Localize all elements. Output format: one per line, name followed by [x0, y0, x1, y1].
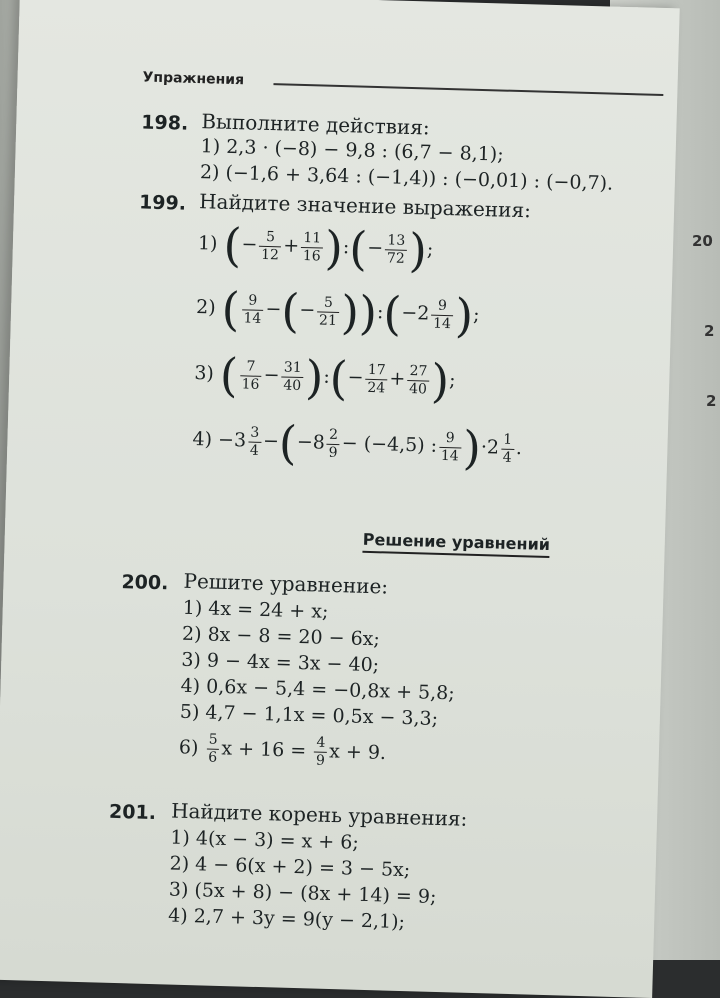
fraction: $\frac{4}{9}$: [315, 734, 326, 769]
exercise-item: 3) 9 − 4x = 3x − 40;: [181, 648, 380, 677]
fraction: $\frac{5}{21}$: [317, 294, 340, 330]
expression-item-3: 3) ( $\frac{7}{16}$ − $\frac{31}{40}$ ):(− $\frac{17}{24}$ + $\frac{27}{40}$ );: [194, 347, 456, 409]
exercise-item: 3) (5x + 8) − (8x + 14) = 9;: [168, 878, 437, 908]
exercise-item-6: 6) $\frac{5}{6}$ x + 16 = $\frac{4}{9}$ x + 9.: [178, 731, 387, 769]
exercise-item: 2) 4 − 6(x + 2) = 3 − 5x;: [169, 852, 411, 882]
fraction: $\frac{9}{14}$: [431, 297, 454, 333]
page-header: Упражнения: [142, 69, 245, 89]
exercise-item: 4) 0,6x − 5,4 = −0,8x + 5,8;: [180, 674, 455, 705]
header-rule: [273, 83, 663, 95]
fraction: $\frac{9}{14}$: [439, 429, 462, 465]
strip-number-c: 2: [706, 392, 717, 410]
exercise-number: 198.: [141, 111, 189, 135]
fraction: $\frac{5}{6}$: [207, 731, 218, 766]
exercise-title: Найдите значение выражения:: [198, 189, 532, 223]
exercise-number: 200.: [121, 571, 169, 595]
fraction: $\frac{1}{4}$: [502, 431, 513, 466]
fraction: $\frac{9}{14}$: [241, 292, 264, 328]
fraction: $\frac{17}{24}$: [367, 361, 386, 396]
expression-item-1: 1) (− $\frac{5}{12}$ + $\frac{11}{16}$ ):(− $\frac{13}{72}$ );: [197, 217, 434, 278]
fraction: $\frac{5}{12}$: [259, 228, 282, 264]
fraction: $\frac{27}{40}$: [408, 362, 428, 398]
exercise-title: Решите уравнение:: [183, 568, 389, 599]
exercise-title: Найдите корень уравнения:: [170, 798, 468, 831]
exercise-item: 1) 4x = 24 + x;: [182, 596, 329, 623]
exercise-item: 4) 2,7 + 3y = 9(y − 2,1);: [167, 904, 406, 934]
exercise-item: 5) 4,7 − 1,1x = 0,5x − 3,3;: [179, 700, 439, 730]
expression-item-2: 2) ( $\frac{9}{14}$ −(− $\frac{5}{21}$ )):(−2 $\frac{9}{14}$ );: [195, 281, 480, 343]
fraction: $\frac{7}{16}$: [239, 358, 262, 394]
fraction: $\frac{31}{40}$: [283, 359, 302, 394]
fraction: $\frac{2}{9}$: [328, 426, 339, 461]
section-title: Решение уравнений: [362, 530, 550, 558]
exercise-number: 199.: [138, 191, 187, 215]
exercise-item: 1) 4(x − 3) = x + 6;: [170, 826, 360, 854]
exercise-item: 2) (−1,6 + 3,64 : (−1,4)) : (−0,01) : (−0,7).: [199, 161, 614, 195]
expression-item-4: 4) −3 $\frac{3}{4}$ −(−8 $\frac{2}{9}$ − (−4,5) : $\frac{9}{14}$ )·2 $\frac{1}{4}$ .: [192, 415, 523, 476]
exercise-item: 1) 2,3 · (−8) − 9,8 : (6,7 − 8,1);: [200, 135, 504, 166]
fraction: $\frac{3}{4}$: [249, 424, 260, 459]
fraction: $\frac{13}{72}$: [386, 231, 406, 267]
exercise-number: 201.: [108, 800, 157, 825]
fraction: $\frac{11}{16}$: [302, 229, 322, 264]
exercise-item: 2) 8x − 8 = 20 − 6x;: [181, 622, 381, 651]
strip-number-b: 2: [704, 322, 715, 340]
exercise-title: Выполните действия:: [201, 109, 430, 140]
strip-number-a: 20: [692, 232, 713, 250]
